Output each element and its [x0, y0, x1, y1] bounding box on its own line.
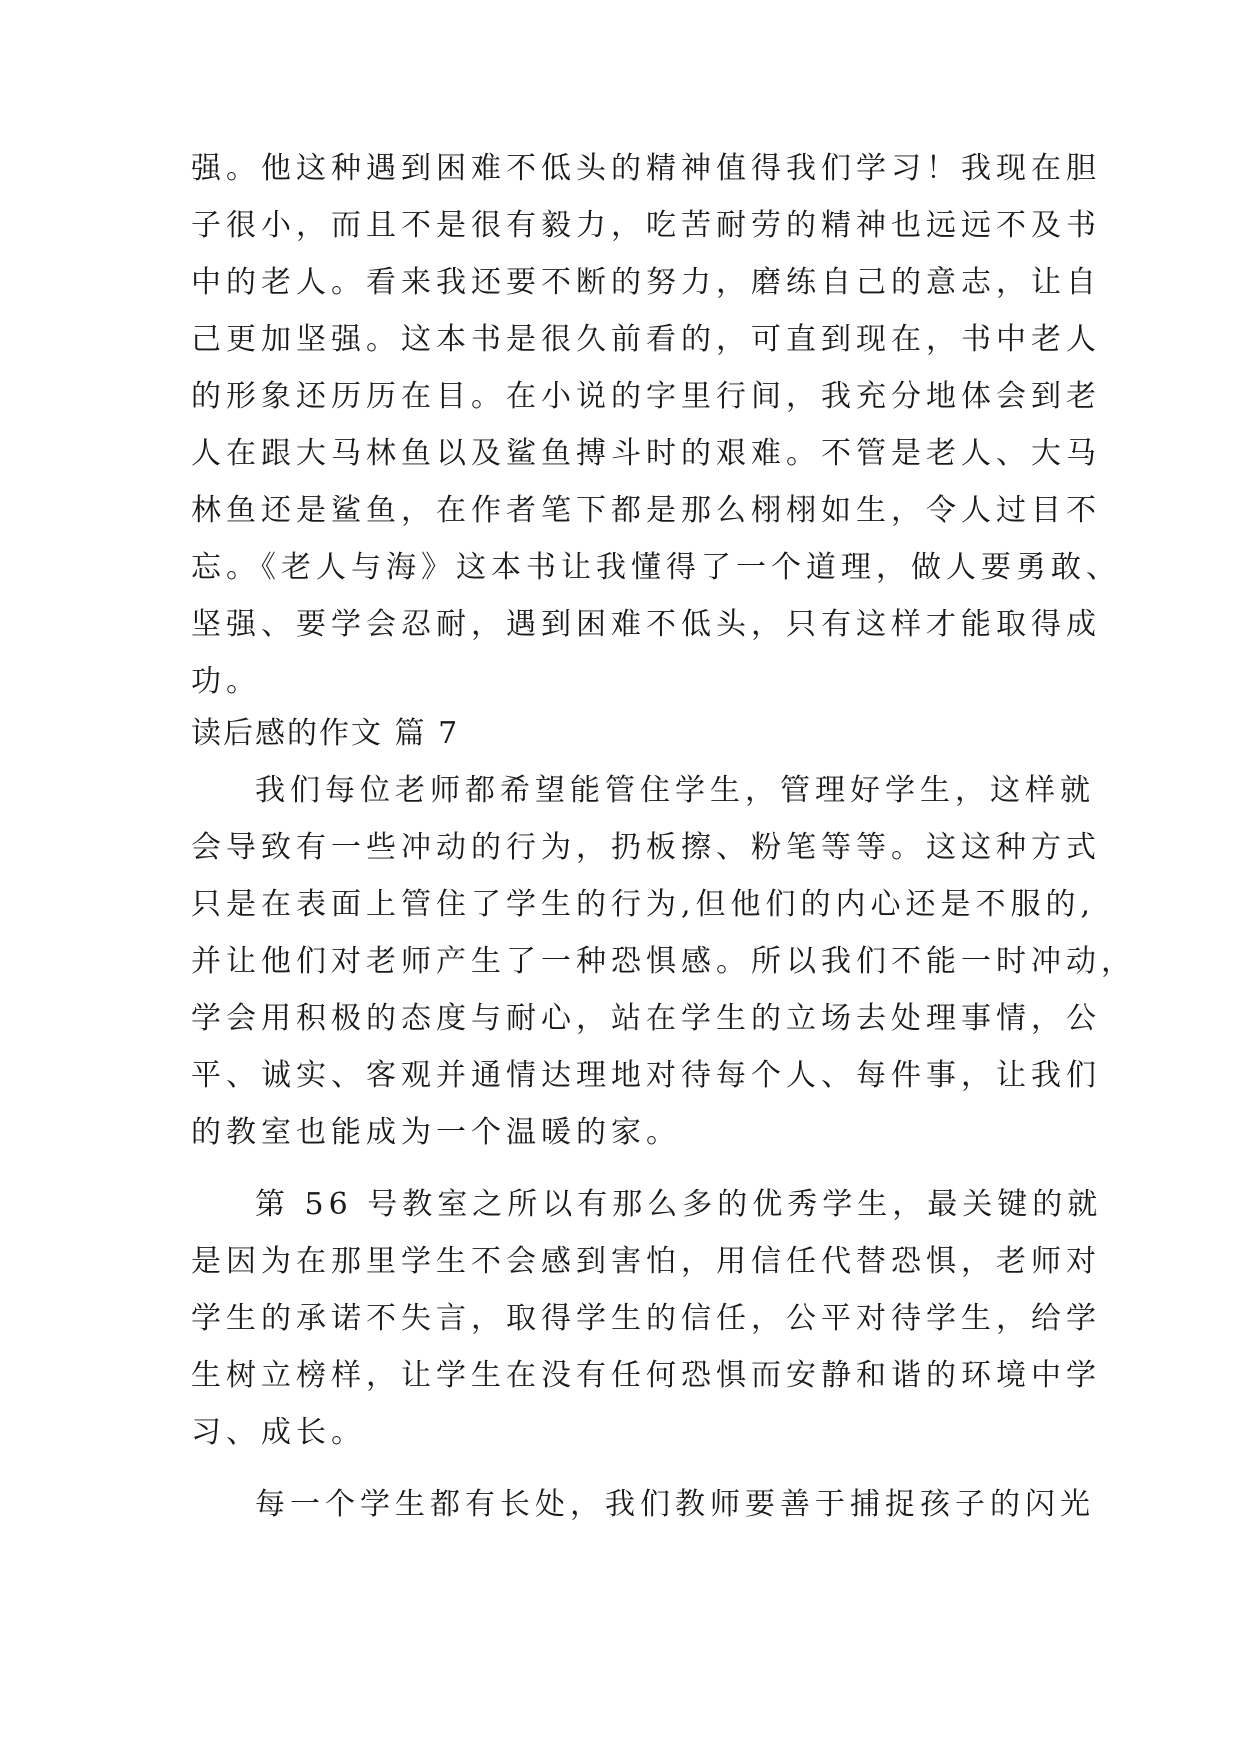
paragraph-line: 第 56 号教室之所以有那么多的优秀学生，最关键的就: [255, 1187, 1103, 1222]
paragraph-line: 平、诚实、客观并通情达理地对待每个人、每件事，让我们: [191, 1058, 1101, 1093]
paragraph-line: 林鱼还是鲨鱼，在作者笔下都是那么栩栩如生，令人过目不: [191, 493, 1101, 528]
paragraph-line: 的教室也能成为一个温暖的家。: [191, 1115, 681, 1150]
paragraph-line: 并让他们对老师产生了一种恐惧感。所以我们不能一时冲动，: [191, 944, 1136, 979]
paragraph-line: 功。: [191, 664, 261, 699]
paragraph-line: 学会用积极的态度与耐心，站在学生的立场去处理事情，公: [191, 1001, 1101, 1036]
section-heading: 读后感的作文 篇 7: [191, 716, 460, 751]
paragraph-line: 忘。《老人与海》这本书让我懂得了一个道理，做人要勇敢、: [191, 550, 1121, 585]
paragraph-line: 是因为在那里学生不会感到害怕，用信任代替恐惧，老师对: [191, 1244, 1101, 1279]
paragraph-line: 己更加坚强。这本书是很久前看的，可直到现在，书中老人: [191, 322, 1101, 357]
paragraph-line: 的形象还历历在目。在小说的字里行间，我充分地体会到老: [191, 379, 1101, 414]
paragraph-line: 习、成长。: [191, 1415, 366, 1450]
paragraph-line: 中的老人。看来我还要不断的努力，磨练自己的意志，让自: [191, 265, 1101, 300]
paragraph-line: 人在跟大马林鱼以及鲨鱼搏斗时的艰难。不管是老人、大马: [191, 436, 1101, 471]
paragraph-line: 学生的承诺不失言，取得学生的信任，公平对待学生，给学: [191, 1301, 1101, 1336]
paragraph-line: 每一个学生都有长处，我们教师要善于捕捉孩子的闪光: [255, 1487, 1095, 1522]
paragraph-line: 只是在表面上管住了学生的行为,但他们的内心还是不服的,: [191, 887, 1096, 922]
paragraph-line: 坚强、要学会忍耐，遇到困难不低头，只有这样才能取得成: [191, 607, 1101, 642]
paragraph-line: 会导致有一些冲动的行为，扔板擦、粉笔等等。这这种方式: [191, 830, 1101, 865]
paragraph-line: 生树立榜样，让学生在没有任何恐惧而安静和谐的环境中学: [191, 1358, 1101, 1393]
paragraph-line: 强。他这种遇到困难不低头的精神值得我们学习！我现在胆: [191, 151, 1101, 186]
paragraph-line: 子很小，而且不是很有毅力，吃苦耐劳的精神也远远不及书: [191, 208, 1101, 243]
paragraph-line: 我们每位老师都希望能管住学生，管理好学生，这样就: [255, 773, 1095, 808]
